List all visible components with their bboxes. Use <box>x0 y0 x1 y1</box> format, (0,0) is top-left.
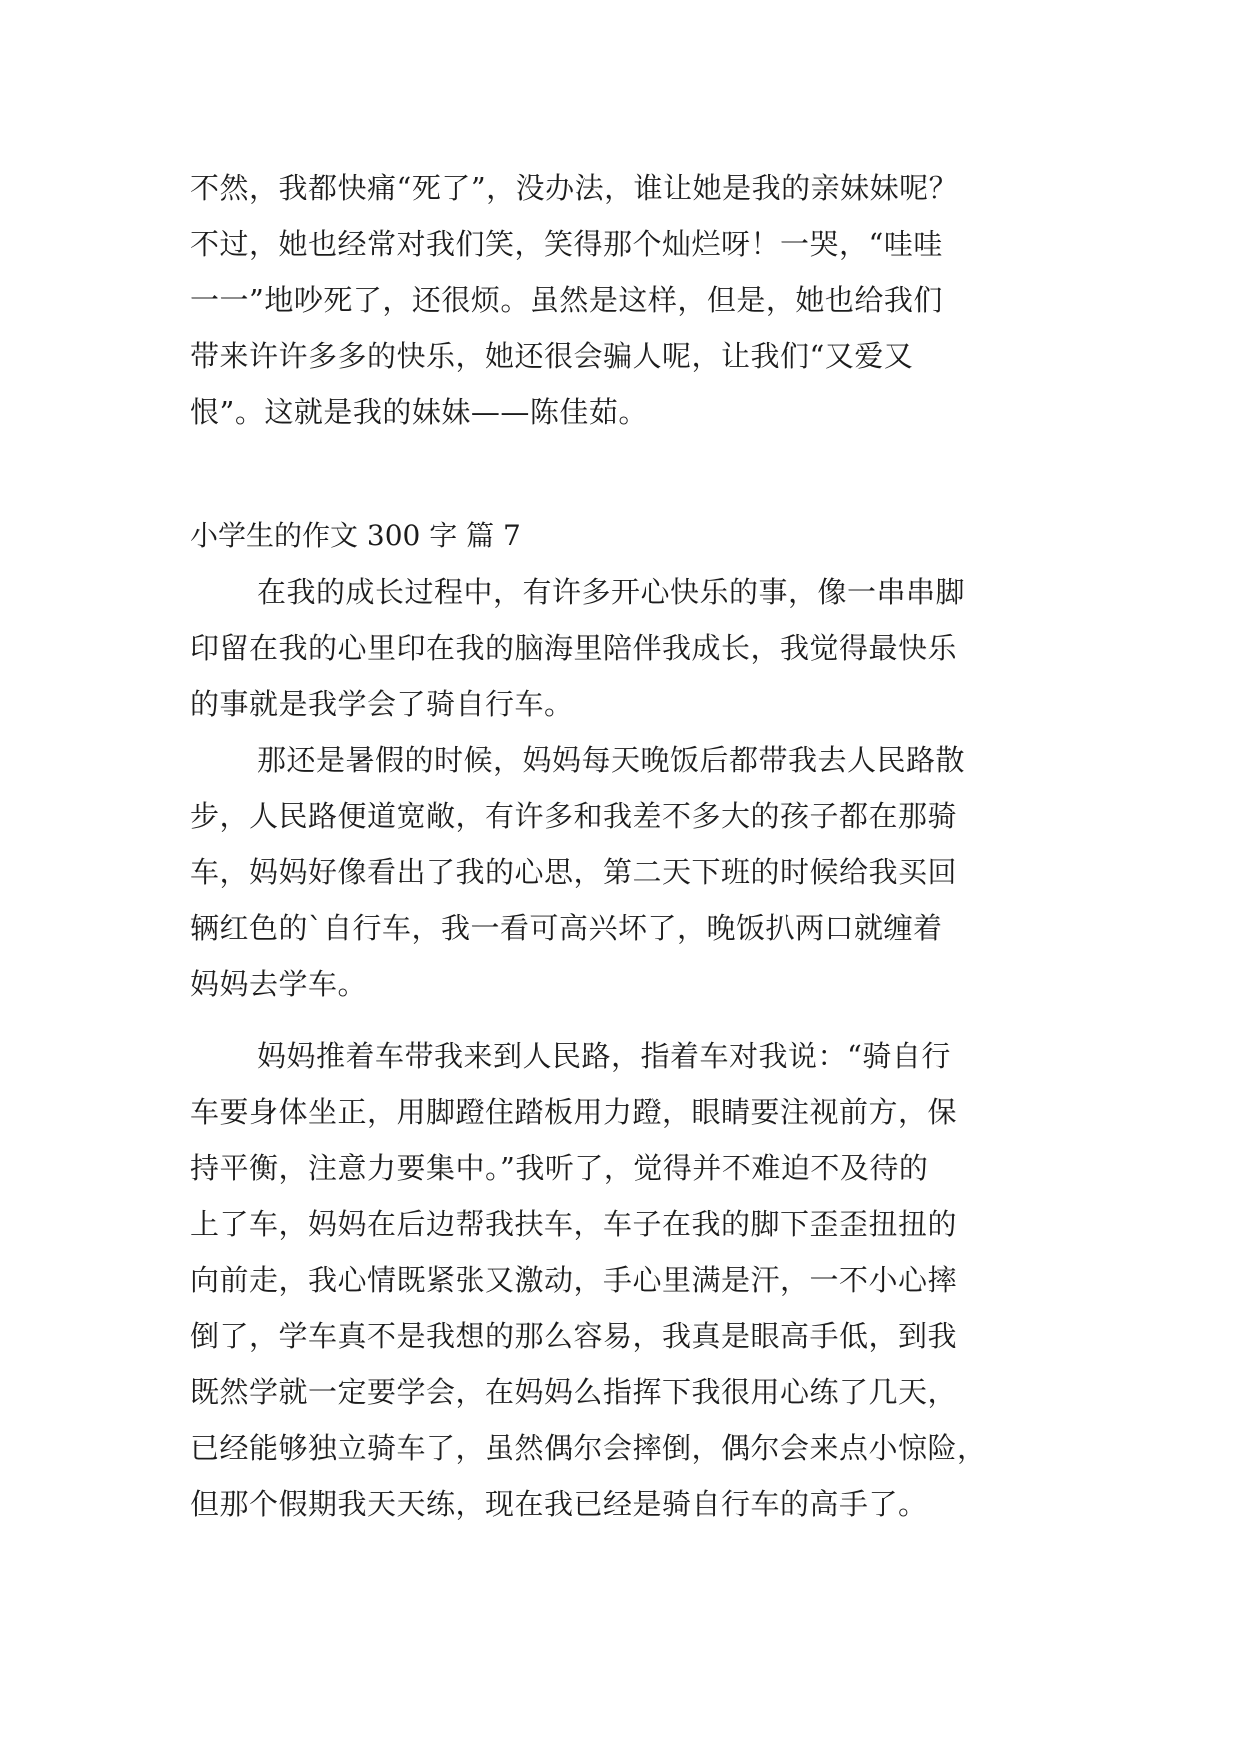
paragraph-line: 不然，我都快痛“死了”，没办法，谁让她是我的亲妹妹呢？ <box>190 171 959 205</box>
paragraph-line: 在我的成长过程中，有许多开心快乐的事，像一串串脚 <box>257 575 966 609</box>
paragraph-line: 向前走，我心情既紧张又激动，手心里满是汗，一不小心摔 <box>190 1263 958 1297</box>
paragraph-line: 不过，她也经常对我们笑，笑得那个灿烂呀！一哭，“哇哇 <box>190 227 943 261</box>
section-heading: 小学生的作文 300 字 篇 7 <box>190 519 521 552</box>
paragraph-line: 一一”地吵死了，还很烦。虽然是这样，但是，她也给我们 <box>190 283 943 317</box>
paragraph-line: 车要身体坐正，用脚蹬住踏板用力蹬，眼睛要注视前方，保 <box>190 1095 958 1129</box>
paragraph-line: 既然学就一定要学会，在妈妈么指挥下我很用心练了几天， <box>190 1375 958 1409</box>
paragraph-line: 恨”。这就是我的妹妹——陈佳茹。 <box>190 395 648 429</box>
paragraph-line: 的事就是我学会了骑自行车。 <box>190 687 574 721</box>
paragraph-line: 那还是暑假的时候，妈妈每天晚饭后都带我去人民路散 <box>257 743 966 777</box>
paragraph-line: 已经能够独立骑车了，虽然偶尔会摔倒，偶尔会来点小惊险， <box>190 1431 987 1465</box>
paragraph-line: 步，人民路便道宽敞，有许多和我差不多大的孩子都在那骑 <box>190 799 958 833</box>
paragraph-line: 但那个假期我天天练，现在我已经是骑自行车的高手了。 <box>190 1487 928 1521</box>
paragraph-line: 持平衡，注意力要集中。”我听了，觉得并不难迫不及待的 <box>190 1151 929 1185</box>
paragraph-line: 车，妈妈好像看出了我的心思，第二天下班的时候给我买回 <box>190 855 958 889</box>
paragraph-line: 带来许许多多的快乐，她还很会骗人呢，让我们“又爱又 <box>190 339 914 373</box>
paragraph-line: 倒了，学车真不是我想的那么容易，我真是眼高手低，到我 <box>190 1319 958 1353</box>
paragraph-line: 印留在我的心里印在我的脑海里陪伴我成长，我觉得最快乐 <box>190 631 958 665</box>
paragraph-line: 妈妈去学车。 <box>190 967 368 1001</box>
paragraph-line: 辆红色的`自行车，我一看可高兴坏了，晚饭扒两口就缠着 <box>190 911 943 945</box>
paragraph-line: 上了车，妈妈在后边帮我扶车，车子在我的脚下歪歪扭扭的 <box>190 1207 958 1241</box>
paragraph-line: 妈妈推着车带我来到人民路，指着车对我说：“骑自行 <box>257 1039 951 1073</box>
